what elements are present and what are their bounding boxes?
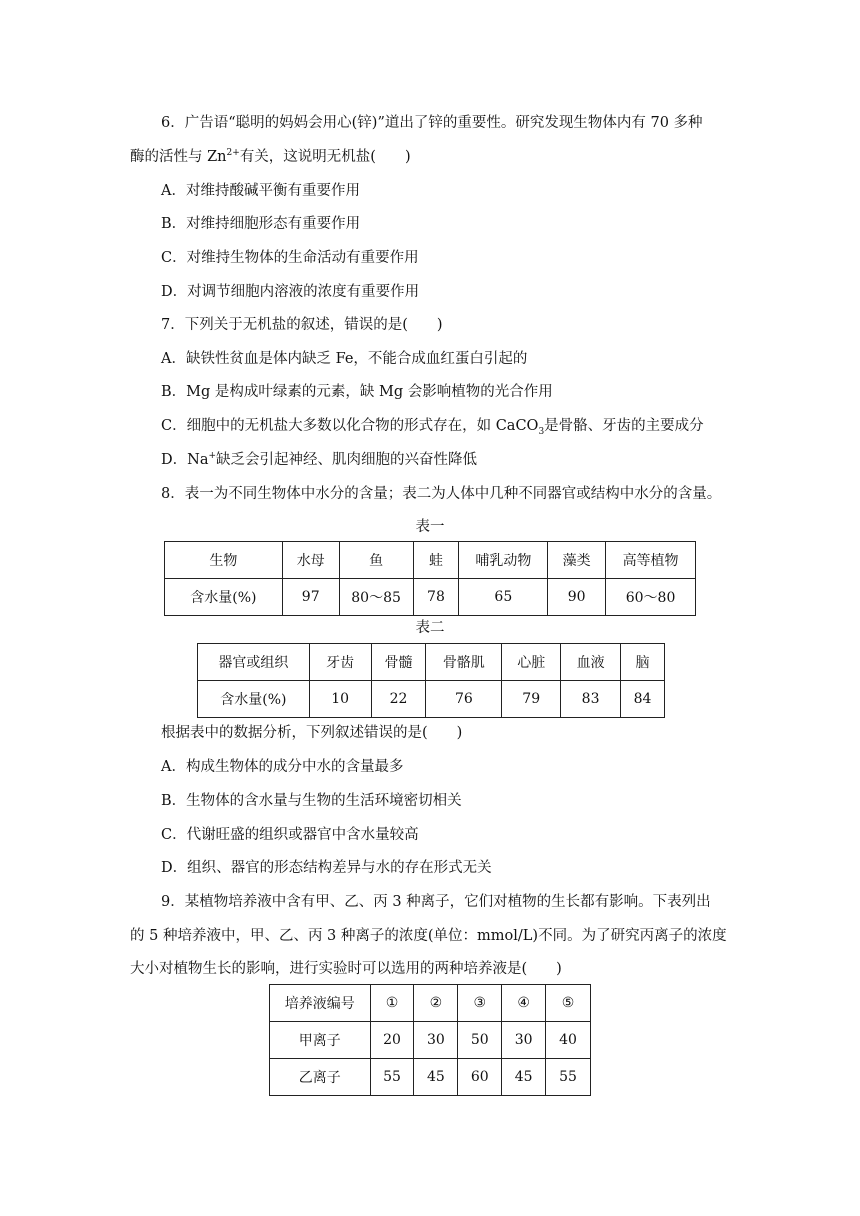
table-cell: 65 (459, 579, 548, 616)
q6-option-b: B．对维持细胞形态有重要作用 (161, 216, 361, 232)
table3-row (270, 1059, 591, 1096)
table-cell: 30 (414, 1022, 458, 1059)
table2 (197, 643, 665, 718)
table-cell: 79 (502, 681, 561, 718)
table-cell: ③ (458, 985, 502, 1022)
q7-option-c-text: C．细胞中的无机盐大多数以化合物的形式存在，如 CaCO (161, 418, 539, 434)
table3 (269, 984, 591, 1096)
table-cell: 10 (309, 681, 371, 718)
table-cell: 水母 (282, 542, 339, 579)
table-cell: 50 (458, 1022, 502, 1059)
table2-data-row (198, 681, 665, 718)
q7-option-c-text-end: 是骨骼、牙齿的主要成分 (544, 418, 704, 434)
table-cell: 血液 (561, 644, 621, 681)
table-cell: 90 (548, 579, 606, 616)
table-cell: 22 (371, 681, 426, 718)
table-cell: 45 (502, 1059, 546, 1096)
table-cell: 乙离子 (270, 1059, 371, 1096)
table1-header-row (165, 542, 696, 579)
table-cell: 藻类 (548, 542, 606, 579)
q7-na-charge: + (208, 451, 217, 462)
table-cell: ⑤ (546, 985, 591, 1022)
q7-option-c (161, 416, 704, 436)
table-cell: 鱼 (339, 542, 413, 579)
table-cell: 60～80 (606, 579, 696, 616)
q6-stem-line-2 (130, 147, 411, 167)
q9-stem-line-1: 9．某植物培养液中含有甲、乙、丙 3 种离子，它们对植物的生长都有影响。下表列出 (161, 894, 711, 910)
q6-stem-text: 酶的活性与 Zn (130, 149, 227, 165)
q7-option-d (161, 450, 477, 470)
table1 (164, 541, 696, 616)
q7-option-d-text-end: 缺乏会引起神经、肌肉细胞的兴奋性降低 (216, 452, 478, 468)
table-cell: 78 (413, 579, 459, 616)
q6-zn-charge: 2+ (226, 148, 240, 159)
table-cell: 器官或组织 (198, 644, 310, 681)
q9-stem-line-2: 的 5 种培养液中，甲、乙、丙 3 种离子的浓度(单位：mmol/L)不同。为了研究丙离子的浓度 (130, 928, 727, 944)
table-cell: 97 (282, 579, 339, 616)
table-cell: 80～85 (339, 579, 413, 616)
q8-stem: 8．表一为不同生物体中水分的含量；表二为人体中几种不同器官或结构中水分的含量。 (161, 486, 722, 502)
table-cell: 生物 (165, 542, 283, 579)
table-cell: 牙齿 (309, 644, 371, 681)
table-cell: 高等植物 (606, 542, 696, 579)
table-cell: ① (370, 985, 414, 1022)
q8-option-a: A．构成生物体的成分中水的含量最多 (161, 759, 404, 775)
q7-caco3-subscript: 3 (538, 426, 545, 437)
q8-option-d: D．组织、器官的形态结构差异与水的存在形式无关 (161, 860, 492, 876)
q6-stem-line-1: 6．广告语“聪明的妈妈会用心(锌)”道出了锌的重要性。研究发现生物体内有 70 多种 (161, 115, 703, 131)
table1-caption: 表一 (415, 519, 445, 535)
q6-option-c: C．对维持生物体的生命活动有重要作用 (161, 250, 419, 266)
q8-option-b: B．生物体的含水量与生物的生活环境密切相关 (161, 793, 462, 809)
table-cell: ② (414, 985, 458, 1022)
q7-option-a: A．缺铁性贫血是体内缺乏 Fe，不能合成血红蛋白引起的 (161, 351, 528, 367)
q6-option-a: A．对维持酸碱平衡有重要作用 (161, 183, 360, 199)
table2-caption: 表二 (415, 620, 445, 636)
table-cell: 脑 (621, 644, 665, 681)
table-cell: ④ (502, 985, 546, 1022)
table-cell: 55 (370, 1059, 414, 1096)
table-cell: 55 (546, 1059, 591, 1096)
q6-option-d: D．对调节细胞内溶液的浓度有重要作用 (161, 284, 420, 300)
table3-header-row (270, 985, 591, 1022)
table-cell: 83 (561, 681, 621, 718)
table-cell: 含水量(%) (165, 579, 283, 616)
q7-option-b: B．Mg 是构成叶绿素的元素，缺 Mg 会影响植物的光合作用 (161, 384, 553, 400)
table-cell: 培养液编号 (270, 985, 371, 1022)
table-cell: 30 (502, 1022, 546, 1059)
table-cell: 60 (458, 1059, 502, 1096)
table1-data-row (165, 579, 696, 616)
table-cell: 40 (546, 1022, 591, 1059)
q6-stem-text-end: 有关，这说明无机盐( ) (239, 149, 411, 165)
table-cell: 心脏 (502, 644, 561, 681)
table-cell: 含水量(%) (198, 681, 310, 718)
q7-stem: 7．下列关于无机盐的叙述，错误的是( ) (161, 317, 443, 333)
q8-option-c: C．代谢旺盛的组织或器官中含水量较高 (161, 827, 419, 843)
table2-header-row (198, 644, 665, 681)
table-cell: 甲离子 (270, 1022, 371, 1059)
table-cell: 蛙 (413, 542, 459, 579)
table-cell: 哺乳动物 (459, 542, 548, 579)
q8-question: 根据表中的数据分析，下列叙述错误的是( ) (161, 725, 463, 741)
table-cell: 20 (370, 1022, 414, 1059)
table-cell: 45 (414, 1059, 458, 1096)
table-cell: 84 (621, 681, 665, 718)
q9-stem-line-3: 大小对植物生长的影响，进行实验时可以选用的两种培养液是( ) (130, 961, 562, 977)
q7-option-d-text: D．Na (161, 452, 209, 468)
table-cell: 骨髓 (371, 644, 426, 681)
table-cell: 骨骼肌 (426, 644, 502, 681)
table-cell: 76 (426, 681, 502, 718)
table3-row (270, 1022, 591, 1059)
